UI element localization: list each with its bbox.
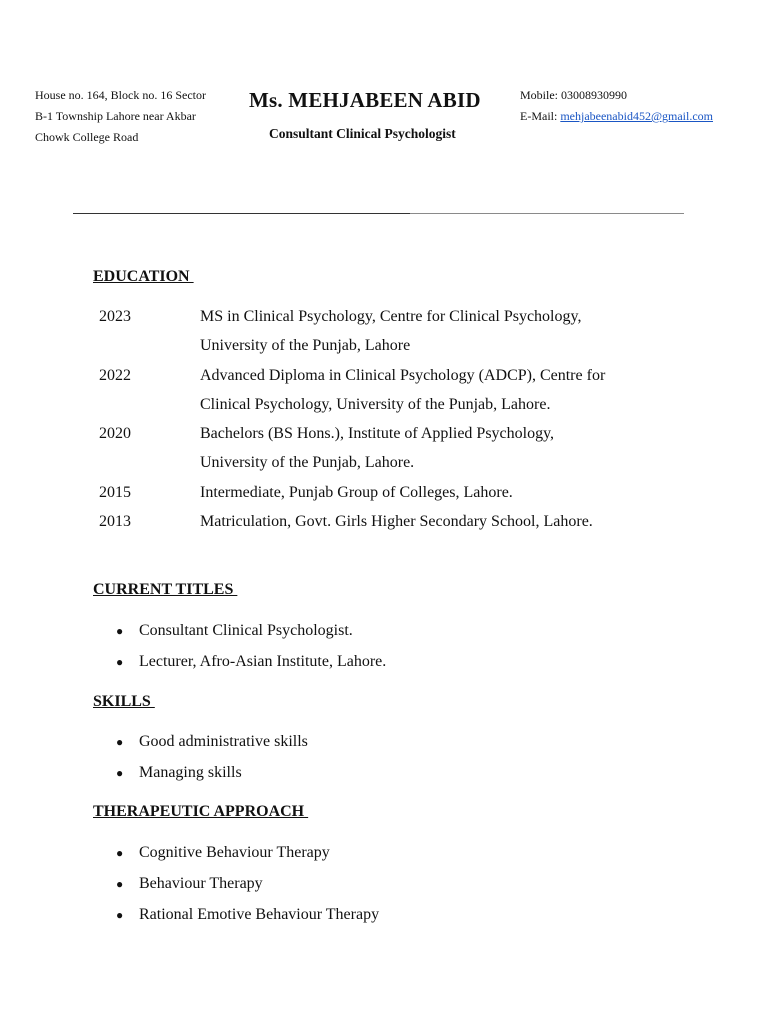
education-year: 2022 xyxy=(99,367,131,384)
mobile-line xyxy=(520,88,627,102)
list-item xyxy=(116,764,242,782)
current-titles-heading: CURRENT TITLES xyxy=(93,581,238,598)
education-line: MS in Clinical Psychology, Centre for Clinical Psychology, xyxy=(200,308,582,325)
education-heading: EDUCATION xyxy=(93,268,194,285)
education-line: Bachelors (BS Hons.), Institute of Applied Psychology, xyxy=(200,425,555,442)
email-line xyxy=(520,109,713,123)
bullet-icon: ● xyxy=(116,624,124,638)
education-line: University of the Punjab, Lahore xyxy=(200,337,411,354)
education-year: 2020 xyxy=(99,425,131,442)
list-item-label: Lecturer, Afro-Asian Institute, Lahore. xyxy=(139,653,387,670)
list-item xyxy=(116,653,386,671)
education-line: Matriculation, Govt. Girls Higher Secondary School, Lahore. xyxy=(200,513,593,530)
education-line: Clinical Psychology, University of the Punjab, Lahore. xyxy=(200,396,551,413)
bullet-icon: ● xyxy=(116,908,124,922)
list-item-label: Managing skills xyxy=(139,764,242,781)
list-item xyxy=(116,844,330,862)
list-item xyxy=(116,733,308,751)
address-line: Chowk College Road xyxy=(35,130,139,144)
list-item-label: Good administrative skills xyxy=(139,733,308,750)
education-year: 2013 xyxy=(99,513,131,530)
bullet-icon: ● xyxy=(116,846,124,860)
email-link[interactable]: mehjabeenabid452@gmail.com xyxy=(560,109,713,123)
education-line: University of the Punjab, Lahore. xyxy=(200,454,415,471)
bullet-icon: ● xyxy=(116,766,124,780)
skills-heading: SKILLS xyxy=(93,693,155,710)
therapeutic-approach-heading: THERAPEUTIC APPROACH xyxy=(93,803,309,820)
list-item xyxy=(116,906,379,924)
list-item-label: Consultant Clinical Psychologist. xyxy=(139,622,353,639)
bullet-icon: ● xyxy=(116,735,124,749)
candidate-name: Ms. MEHJABEEN ABID xyxy=(249,88,481,112)
header-divider-accent xyxy=(73,213,410,214)
list-item xyxy=(116,875,263,893)
education-year: 2023 xyxy=(99,308,131,325)
education-year: 2015 xyxy=(99,484,131,501)
address-line: B-1 Township Lahore near Akbar xyxy=(35,109,196,123)
email-label: E-Mail: xyxy=(520,109,561,123)
education-line: Advanced Diploma in Clinical Psychology (ADCP), Centre for xyxy=(200,367,606,384)
list-item xyxy=(116,622,353,640)
candidate-title: Consultant Clinical Psychologist xyxy=(269,126,456,141)
education-line: Intermediate, Punjab Group of Colleges, Lahore. xyxy=(200,484,513,501)
address-line: House no. 164, Block no. 16 Sector xyxy=(35,88,206,102)
bullet-icon: ● xyxy=(116,877,124,891)
list-item-label: Behaviour Therapy xyxy=(139,875,263,892)
mobile-label: Mobile: xyxy=(520,88,561,102)
list-item-label: Rational Emotive Behaviour Therapy xyxy=(139,906,380,923)
mobile-number: 03008930990 xyxy=(561,88,627,102)
list-item-label: Cognitive Behaviour Therapy xyxy=(139,844,330,861)
bullet-icon: ● xyxy=(116,655,124,669)
